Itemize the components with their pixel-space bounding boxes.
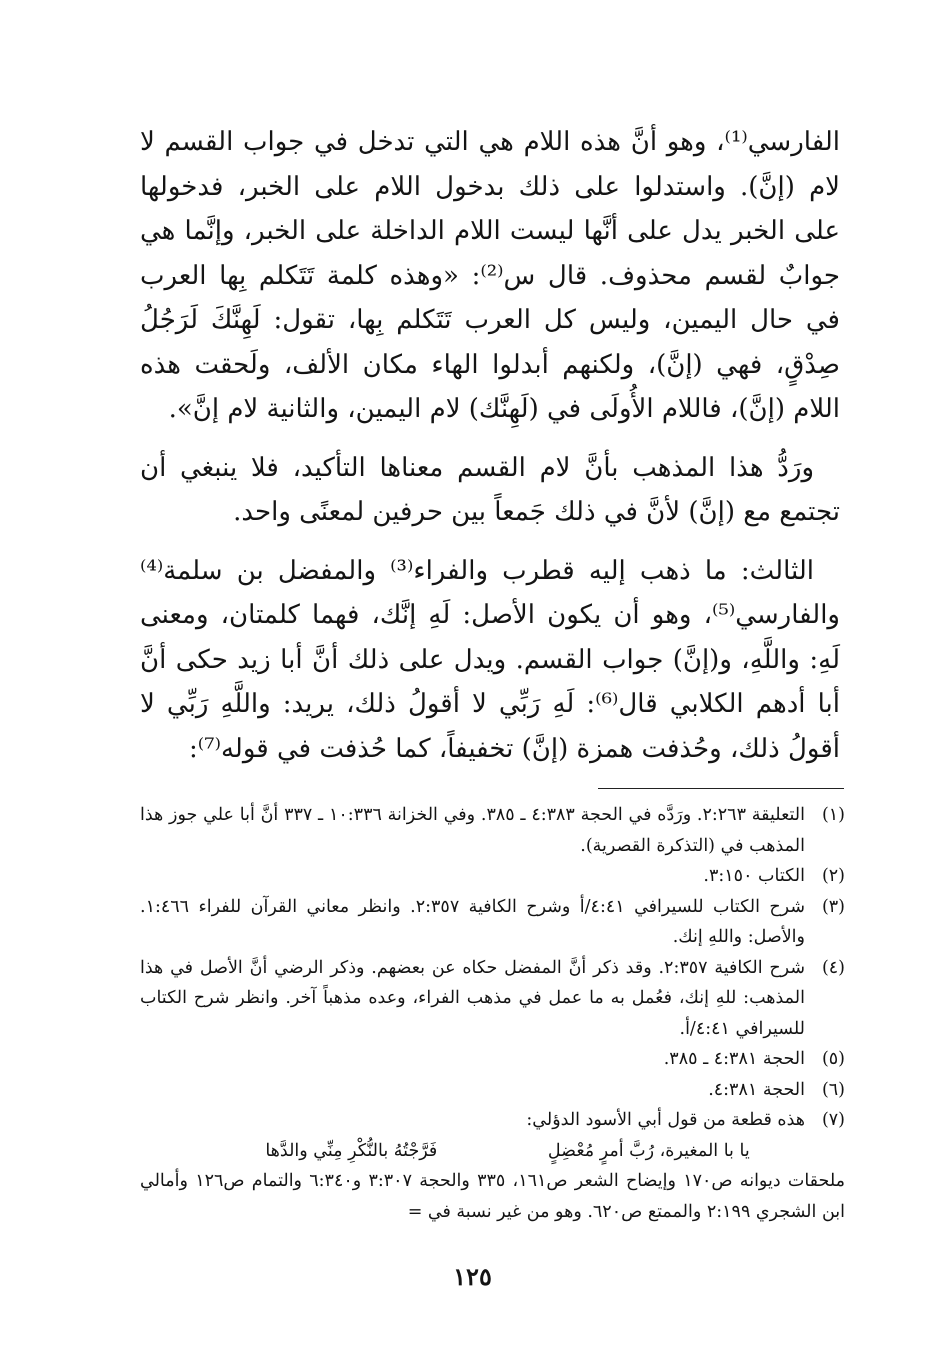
footnote-text: الحجة ٤:٣٨١ ـ ٣٨٥. (663, 1049, 805, 1069)
footnotes (140, 800, 845, 1227)
footnote (140, 892, 845, 953)
footnote (140, 1075, 845, 1106)
poem-first-half: يا با المغيرة، رُبَّ أمرٍ مُعْضِلٍ (547, 1140, 750, 1161)
footnote-number: (٥) (821, 1049, 845, 1069)
footnote (140, 953, 845, 1045)
footnote-text: شرح الكافية ٢:٣٥٧. وقد ذكر أنَّ المفضل حكاه عن بعضهم. وذكر الرضي أنَّ الأصل في هذا المذهب: للهِ إنك، فعُمل به ما عمل في مذهب الفراء، وعده مذهباً آخر. وانظر شرح الكتاب للسيرافي ٤:٤١/أ. (140, 957, 805, 1039)
footnote-continuation: ملحقات ديوانه ص١٧٠ وإيضاح الشعر ص١٦١، ٣٣٥ والحجة ٣:٣٠٧ و٦:٣٤٠ والتمام ص١٢٦ وأمالي ابن الشجري ٢:١٩٩ والممتع ص٦٢٠. وهو من غير نسبة في = (140, 1171, 846, 1222)
footnote (140, 1044, 845, 1075)
footnote-number: (٦) (821, 1079, 845, 1100)
footnote-text: هذه قطعة من قول أبي الأسود الدؤلي: (526, 1110, 805, 1130)
footnote-text: شرح الكتاب للسيرافي ٤:٤١/أ وشرح الكافية ٢:٣٥٧. وانظر معاني القرآن للفراء ١:٤٦٦. والأصل: واللهِ إنك. (140, 896, 805, 947)
footnote (140, 1105, 845, 1136)
footnote (140, 861, 845, 892)
footnote-number: (٧) (821, 1110, 845, 1130)
page-number: ١٢٥ (453, 1262, 492, 1291)
main-text (140, 120, 840, 771)
footnote-number: (١) (821, 805, 845, 825)
paragraph: ورَدُّ هذا المذهب بأنَّ لام القسم معناها التأكيد، فلا ينبغي أن تجتمع مع (إنَّ) لأنَّ في ذلك جَمعاً بين حرفين لمعنًى واحد. (140, 452, 840, 527)
paragraph: الثالث: ما ذهب إليه قطرب والفراء⁽³⁾ والمفضل بن سلمة⁽⁴⁾ والفارسي⁽⁵⁾، وهو أن يكون الأصل: لَهِ إنَّك، فهما كلمتان، ومعنى لَهِ: واللَّهِ، و(إنَّ) جواب القسم. ويدل على ذلك أنَّ أبا زيد حكى أنَّ أبا أدهم الكلابي قال⁽⁶⁾: لَهِ رَبِّي لا أقولُ ذلك، يريد: واللَّهِ رَبِّي لا أقولُ ذلك، وحُذفت همزة (إنَّ) تخفيفاً، كما حُذفت في قوله⁽⁷⁾: (140, 555, 840, 764)
paragraph: الفارسي⁽¹⁾، وهو أنَّ هذه اللام هي التي تدخل في جواب القسم لا لام (إنَّ). واستدلوا على ذلك بدخول اللام على الخبر، فدخولها على الخبر يدل على أنَّها ليست اللام الداخلة على الخبر، وإنَّما هي جوابٌ لقسم محذوف. قال س⁽²⁾: «وهذه كلمة تَتَكلم بِها العرب في حال اليمين، وليس كل العرب تَتَكلم بِها، تقول: لَهِنَّكَ لَرَجُلُ صِدْقٍ، فهي (إنَّ)، ولكنهم أبدلوا الهاء مكان الألف، ولَحقت هذه اللام (إنَّ)، فاللام الأُولَى في (لَهِنَّك) لام اليمين، والثانية لام إنَّ». (140, 127, 840, 424)
poem-verse (140, 1136, 845, 1167)
footnote-text: الكتاب ٣:١٥٠. (703, 866, 805, 886)
footnote-separator (598, 788, 844, 789)
poem-second-half: فَرَّجْتُهُ بالنُّكْرِ مِنِّي والدَّها (265, 1140, 438, 1161)
footnote (140, 800, 845, 861)
footnote-number: (٢) (821, 866, 845, 886)
footnote-number: (٣) (821, 896, 845, 917)
footnote-text: التعليقة ٢:٢٦٣. ورَدَّه في الحجة ٤:٣٨٣ ـ ٣٨٥. وفي الخزانة ١٠:٣٣٦ ـ ٣٣٧ أنَّ أبا علي جوز هذا المذهب في (التذكرة القصرية). (140, 805, 805, 856)
footnote-number: (٤) (821, 957, 845, 978)
footnote-text: الحجة ٤:٣٨١. (708, 1079, 805, 1100)
